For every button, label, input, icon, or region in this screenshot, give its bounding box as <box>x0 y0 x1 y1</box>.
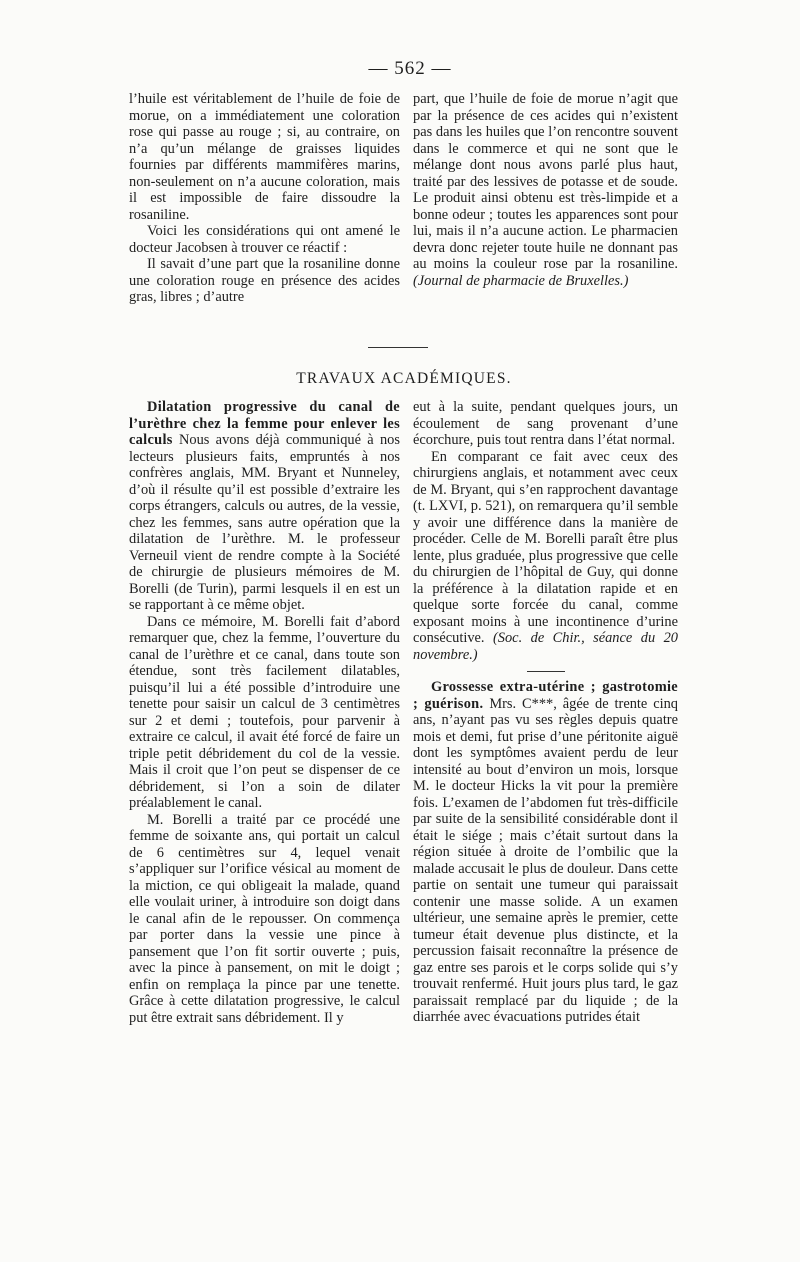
paragraph: Voici les considérations qui ont amené le docteur Jacobsen à trouver ce réactif : <box>129 223 400 256</box>
top-right-column <box>413 91 678 289</box>
paragraph <box>129 399 400 614</box>
paragraph: M. Borelli a traité par ce procédé une femme de soixante ans, qui portait un calcul de 6 centimètres sur 4, lequel venait s’appliquer sur l’orifice vésical au moment de la miction, ce qui obligeait la malade, quand elle voulait uriner, à introduire son doigt dans le canal afin de le repousser. On commença par porter dans la vessie une pince à pansement que l’on fit sortir ouverte ; puis, avec la pince à pansement, on mit le doigt ; enfin on remplaça la pince par une tenette. Grâce à cette dilatation progressive, le calcul put être extrait sans débridement. Il y <box>129 811 400 1026</box>
paragraph <box>413 91 678 289</box>
paragraph: eut à la suite, pendant quelques jours, un écoulement de sang provenant d’une écorchure, puis tout rentra dans l’état normal. <box>413 399 678 448</box>
source-citation: (Journal de pharmacie de Bruxelles.) <box>413 272 629 289</box>
paragraph-text: En comparant ce fait avec ceux des chirurgiens anglais, et notamment avec ceux de M. Bryant, qui s’en rapprochent davantage (t. LXVI, p. 521), on remarquera qu’il semble y avoir une différence dans la manière de procéder. Celle de M. Borelli paraît être plus lente, plus graduée, plus progressive que celle du chirurgien de l’hôpital de Guy, qui donne la préférence à la dilatation rapide et en quelque sorte forcée du canal, comme exposant moins à une incontinence d’urine consécutive. <box>413 448 678 646</box>
paragraph <box>413 449 678 664</box>
article-title: Grossesse extra-utérine ; gastrotomie ; guérison. <box>413 679 678 712</box>
paragraph-text: Nous avons déjà communiqué à nos lecteurs plusieurs faits, empruntés à nos confrères anglais, MM. Bryant et Nunneley, d’où il résulte qu’il est possible d’extraire les corps étrangers, calculs ou autres, de la vessie, chez les femmes, sans autre opération que la dilatation de l’urèthre. M. le professeur Verneuil vient de rendre compte à la Société de chirurgie de plusieurs mémoires de M. Borelli (de Turin), parmi lesquels il en est un se rapportant à ce même objet. <box>129 432 400 613</box>
paragraph: l’huile est véritablement de l’huile de foie de morue, on a immédiatement une coloration rose qui passe au rouge ; si, au contraire, on n’a qu’un mélange de graisses liquides fournies par différents mammifères marins, non-seulement on n’a aucune coloration, mais il est impossible de faire dissoudre la rosaniline. <box>129 91 400 223</box>
paragraph <box>413 679 678 1026</box>
page-number: — 562 — <box>368 58 452 79</box>
section-heading: TRAVAUX ACADÉMIQUES. <box>296 370 512 387</box>
article-column-right <box>413 399 678 1026</box>
paragraph-text: part, que l’huile de foie de morue n’agit que par la présence de ces acides qui n’existent pas dans les huiles que l’on rencontre souvent dans le commerce et qui ne sont que le mélange dont nous avons parlé plus haut, traité par des lessives de potasse et de soude. Le produit ainsi obtenu est très-limpide et a bonne odeur ; toutes les apparences sont pour lui, mais il n’a aucune action. Le pharmacien devra donc rejeter toute huile ne donnant pas au moins la couleur rose par la rosaniline. <box>413 91 678 272</box>
source-citation: (Soc. de Chir., séance du 20 novembre.) <box>413 630 678 663</box>
paragraph: Il savait d’une part que la rosaniline donne une coloration rouge en présence des acides gras, libres ; d’autre <box>129 256 400 305</box>
article-title: Dilatation progressive du canal de l’urèthre chez la femme pour enlever les calculs <box>129 399 400 448</box>
paragraph-text: Mrs. C***, âgée de trente cinq ans, n’ayant pas vu ses règles depuis quatre mois et demi, fut prise d’une péritonite aiguë dont les symptômes avaient perdu de leur intensité au bout d’environ un mois, lorsque M. le docteur Hicks la vit pour la première fois. L’examen de l’abdomen fut très-difficile par suite de la sensibilité considérable dont il était le siége ; mais c’était surtout dans la région située à droite de l’ombilic que la malade accusait le plus de douleur. Dans cette partie on sentait une tumeur qui paraissait contenir une masse solide. A un examen ultérieur, une semaine après le premier, cette tumeur était devenue plus distincte, et la percussion faisait reconnaître la présence de gaz entre ses parois et le corps solide qui s’y trouvait renfermé. Huit jours plus tard, le gaz paraissait remplacé par du liquide ; de la diarrhée avec évacuations putrides était <box>413 695 678 1025</box>
paragraph: Dans ce mémoire, M. Borelli fait d’abord remarquer que, chez la femme, l’ouverture du canal de l’urèthre et ce canal, dans toute son étendue, sont très facilement dilatables, puisqu’il lui a été possible d’introduire une tenette pour saisir un calcul de 3 centimètres sur 2 et demi ; toutefois, pour parvenir à extraire ce calcul, il avait été forcé de faire un triple petit débridement du col de la vessie. Mais il croit que l’on peut se dispenser de ce débridement, si l’on a soin de dilater préalablement le canal. <box>129 613 400 811</box>
article-column-left <box>129 399 400 1026</box>
separator-rule <box>368 347 428 348</box>
top-left-column <box>129 91 400 306</box>
separator-rule <box>527 671 565 672</box>
